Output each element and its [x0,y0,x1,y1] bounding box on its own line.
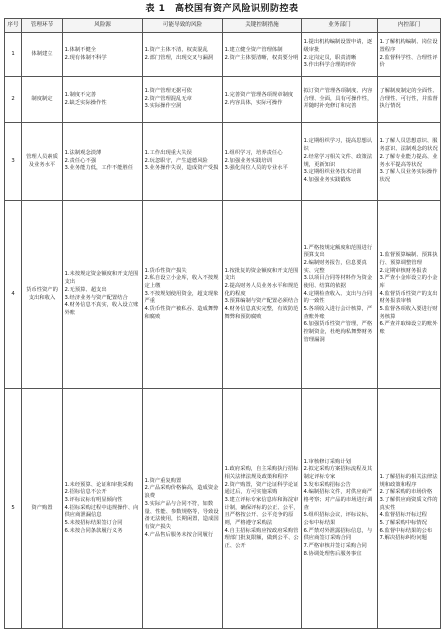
cell-stage: 体制建立 [22,33,63,77]
cell-source-line: 1.制度不完善 [64,91,97,98]
cell-risk-line: 1.资产重复购置 [144,477,182,484]
cell-risk-line: 2.产品采购价格偏高，造成资金浪费 [144,485,219,500]
cell-source-line: 3.经济业务与资产配置结合 [64,294,128,301]
cell-source-line: 2.招标信息不公开 [64,489,107,496]
cell-business-line: 3.定期组织业务技术培训 [303,169,362,176]
cell-business-line: 2.编制财务报告，信息要真实、完整 [303,259,367,274]
cell-source-line: 1.法制观念淡薄 [64,149,102,156]
cell-business-line: 3.作出科学合理的评价 [303,62,357,69]
cell-stage: 资产购置 [22,389,63,629]
cell-measures-line: 2.加强业务实践培训 [224,157,272,164]
cell-source-line: 6.未按合同条款履行义务 [64,527,123,534]
cell-no: 4 [5,201,22,389]
cell-business-line: 3.发布采购招标公告 [303,481,351,488]
cell-risk [143,77,223,123]
cell-business-line: 7.严格审核并签订采购合同 [303,543,367,550]
cell-risk [143,33,223,77]
cell-measures-line: 1.按批复的资金额度和开支范围支出 [224,267,299,282]
cell-risk-line: 2.玩忽职守，产生道德风险 [144,157,208,164]
cell-risk-line: 4.货币性资产被私吞、造成舞弊和腐败 [144,306,219,320]
cell-business-line: 4.编制招标文件，对供应商严格考察；对产品的市场进行调查 [303,489,373,511]
cell-risk-line: 1.资产主体不清，权责混乱 [144,46,208,53]
cell-risk [143,123,223,201]
header-row [5,19,441,33]
cell-risk-line: 2.资产管理混乱无章 [144,95,192,102]
cell-business-line: 8.协调处理售后服务事宜 [303,550,362,557]
cell-risk-line: 2.私自设立小金库，收入不按规定上缴 [144,275,219,289]
cell-source-line: 4.财务信息不真实，收入设立账外账 [64,302,139,316]
header-measures: 关键控制措施 [223,19,302,33]
table-title: 表 1 高校国有资产风险识别防控表 [145,4,299,14]
cell-internal-line: 2.了解采购的市场价格 [379,489,433,496]
cell-internal-line: 3.严查小金库设立的小金库 [379,275,438,289]
cell-internal-line: 了解制度制定的全面性、合理性、可行性，并监督执行情况 [379,87,438,110]
cell-measures [223,389,302,629]
cell-measures [223,201,302,389]
cell-measures-line: 2.提高财务人员业务水平和规范化的程度 [224,282,299,297]
cell-measures-line: 1.政府采购，自主采购执行招标相关法律法规及政策和程序 [224,466,299,480]
cell-measures-line: 4.自主招标采购应按政府采购管理部门批复限额，做到公平、公正、公开 [224,527,299,550]
cell-source-line: 2.责任心不强 [64,157,97,164]
cell-business-line: 2.经常学习相关文件、政策法规，更新知识 [303,153,373,168]
cell-business-line: 6.严禁对外泄露招标信息，与供应商签订采购合同 [303,527,373,542]
cell-business-line: 2.定岗定员，职责清晰 [303,54,357,61]
cell-measures-line: 3.强化岗位人员的专业水平 [224,165,288,172]
cell-internal-line: 1.了解招标的相关法律法规和政策和程序 [379,473,438,488]
table-row [5,33,441,77]
header-no: 序号 [5,19,22,33]
table-body [5,33,441,629]
table-row [5,123,441,201]
cell-no: 1 [5,33,22,77]
cell-measures [223,123,302,201]
header-source: 风险源 [63,19,143,33]
cell-internal-line: 6.严查并取缔设立的账外账 [379,321,438,336]
cell-risk-line: 1.工作出现重大失误 [144,149,192,156]
cell-risk-line: 2.部门管理，出现交叉与漏洞 [144,54,214,61]
cell-business-line: 3.以项目合同等材料作为资金使用、结算的依据 [303,275,373,289]
cell-business [302,77,378,123]
cell-business-line: 4.定期检查收入、支出与合同的一致性 [303,290,373,305]
cell-internal-line: 2.了解专业能力提高、业务水平提高等状况 [379,153,438,168]
cell-source-line: 5.未按招标结果签订合同 [64,520,123,526]
cell-internal-line: 2.定期审核财务报表 [379,267,427,274]
cell-internal [378,123,441,201]
cell-risk-line: 1.资产管理无据可依 [144,87,192,94]
cell-measures-line: 1.组织学习，培养责任心 [224,149,283,156]
cell-business-line: 1.审核修订采购计划 [303,458,351,465]
cell-no: 3 [5,123,22,201]
cell-measures-line: 3.预算编制与资产配置必须结合 [224,298,299,305]
cell-internal-line: 6.监督中标结果的公布 [379,527,433,534]
cell-business-line: 1.严格按规定额度和范围进行预算支出 [303,244,373,259]
cell-stage: 制度制定 [22,77,63,123]
cell-business-line: 5.各项收入进行会计核算，严查账外账 [303,306,373,320]
cell-internal-line: 3.了解供应商资质文件的真实性 [379,496,438,511]
cell-business-line: 1.提出机构编制设置申请，逐级审批 [303,39,373,53]
cell-risk-line: 3.实际操作空洞 [144,103,182,110]
cell-internal-line: 1.了解机构编制、岗位设置程序 [379,39,438,53]
cell-risk-line: 3.业务操作失误，造成资产受损 [144,165,219,172]
table-row [5,389,441,629]
cell-risk [143,201,223,389]
cell-measures-line: 2.资产购置，资产论证科学论证通过后，方可实施采购 [224,481,299,496]
cell-business-line: 2.拟定采购方案招标流程及其制定评标专家 [303,466,373,480]
cell-business [302,33,378,77]
cell-no: 5 [5,389,22,629]
cell-source-line: 2.现有体制不科学 [64,54,107,61]
cell-risk-line: 1.货币性资产损失 [144,267,187,274]
cell-measures-line: 2.内容具体，实际可操作 [224,99,283,106]
cell-risk [143,389,223,629]
table-row [5,201,441,389]
cell-internal-line: 4.监督货币性资产的支出财务报表审核 [379,290,438,305]
header-stage: 管理环节 [22,19,63,33]
cell-internal [378,201,441,389]
cell-source [63,33,143,77]
cell-measures-line: 4.财务信息真实完整，有效防范舞弊和预防腐败 [224,306,299,320]
header-internal: 内控部门 [378,19,441,33]
cell-internal [378,389,441,629]
cell-internal-line: 7.解决招标纠纷问题 [379,535,427,542]
cell-business-line: 4.加强业务实践锻炼 [303,176,351,183]
cell-risk-line: 4.产品售后服务未按合同履行 [144,531,214,538]
cell-business-line: 6.加强货币性资产管理，严格控制资金，杜绝徇私舞弊财务管理漏洞 [303,321,373,343]
cell-source-line: 1.未按规定资金额度和开支范围支出 [64,271,139,286]
cell-source-line: 4.招标采购过程中违规操作、向供应商泄漏信息 [64,504,139,519]
cell-source [63,389,143,629]
cell-source-line: 3.评标议标有明显倾向性 [64,496,123,503]
cell-source [63,77,143,123]
cell-internal-line: 4.监督招标开标过程 [379,512,427,519]
cell-risk-line: 3.实际产品与合同不符，如数量、性能、参数规格等，导致设备无法使用，长期闲置，造成国有资产损失 [144,500,219,530]
cell-business-line: 拟订资产管理各项制度、内容合理、全面，具有可操作性，并随时补充修订和完善 [303,87,373,110]
cell-source-line: 2.无预算、超支出 [64,286,107,293]
cell-measures-line: 1.建立健全资产管理体制 [224,46,283,53]
cell-stage: 货币性资产的支出和收入 [22,201,63,389]
cell-measures-line: 2.资产主体要清晰，权责要分明 [224,54,299,61]
cell-source-line: 1.体制不健全 [64,46,97,53]
cell-internal-line: 2.监督科学性、合理性评价 [379,54,438,69]
risk-table [4,18,441,629]
cell-measures [223,33,302,77]
cell-source [63,123,143,201]
cell-internal-line: 5.监督各项收入要进行财务核算 [379,306,438,320]
cell-no: 2 [5,77,22,123]
cell-business [302,123,378,201]
cell-measures [223,77,302,123]
cell-source-line: 2.缺乏实际操作性 [64,99,107,106]
cell-measures-line: 1.完善资产管理各项规章制度 [224,91,294,98]
cell-business-line: 1.定期组织学习，提高思想认识 [303,138,373,153]
header-risk: 可能导致的风险 [143,19,223,33]
cell-source [63,201,143,389]
cell-business [302,201,378,389]
cell-business-line: 5.组织招标会议，评标议标，公布中标结果 [303,512,373,526]
cell-risk-line: 3.不按规划使用资金，超支现象严重 [144,290,219,305]
cell-internal-line: 1.监督预算编制、预算执行、预算调整管理 [379,252,438,266]
cell-internal-line: 3.了解人员业务实际操作状况 [379,169,438,183]
table-row [5,77,441,123]
cell-internal [378,77,441,123]
cell-source-line: 1.未经预算、论证和审批采购 [64,481,134,488]
header-business: 业务部门 [302,19,378,33]
cell-internal-line: 5.了解采购中标情况 [379,520,427,526]
cell-stage: 管理人员素质及业务水平 [22,123,63,201]
cell-measures-line: 3.建立评标专家信息库和海淀审计制，确保评标的公正、公平，且严格按公开、公平竞争的原则，严格遵守采购法 [224,496,299,526]
cell-business [302,389,378,629]
cell-internal-line: 1.了解人员思想意识、服务意识、法制观念的状况 [379,138,438,153]
cell-internal [378,33,441,77]
cell-source-line: 3.业务能力低，工作不能胜任 [64,165,134,172]
